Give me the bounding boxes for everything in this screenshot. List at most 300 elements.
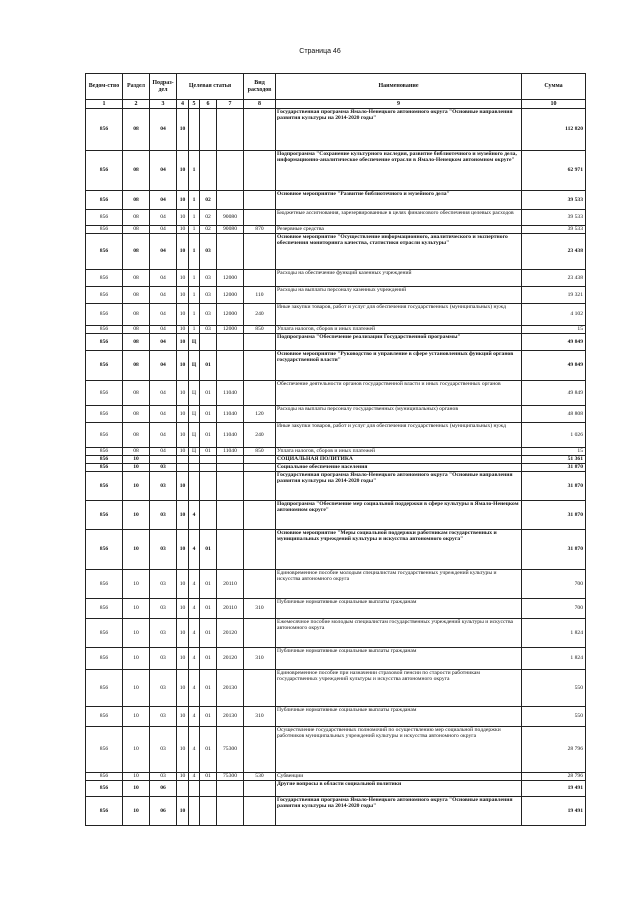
name-cell: Государственная программа Ямало-Ненецкого автономного округа "Основные направления развития культуры на 2014-2020 годы" bbox=[276, 472, 522, 501]
podrazdel-cell: 04 bbox=[150, 287, 177, 304]
table-row bbox=[86, 781, 586, 797]
table-row bbox=[86, 381, 586, 406]
podrazdel-cell: 03 bbox=[150, 727, 177, 773]
razdel-cell: 10 bbox=[123, 530, 150, 570]
razdel-cell: 10 bbox=[123, 727, 150, 773]
vedomstvo-cell: 856 bbox=[86, 351, 123, 381]
vid-cell bbox=[244, 501, 276, 530]
razdel-cell: 10 bbox=[123, 599, 150, 619]
activity-cell bbox=[200, 334, 217, 351]
vid-cell: 530 bbox=[244, 773, 276, 781]
name-cell: Государственная программа Ямало-Ненецкого автономного округа "Основные направления развития культуры на 2014-2020 годы" bbox=[276, 109, 522, 151]
vedomstvo-cell: 856 bbox=[86, 326, 123, 334]
vedomstvo-cell: 856 bbox=[86, 707, 123, 727]
table-row bbox=[86, 448, 586, 456]
vid-cell: 310 bbox=[244, 599, 276, 619]
activity-cell bbox=[200, 456, 217, 464]
table-row bbox=[86, 464, 586, 472]
direction-cell: 12000 bbox=[217, 326, 244, 334]
sum-cell: 39 533 bbox=[522, 226, 586, 234]
direction-cell: 11040 bbox=[217, 406, 244, 423]
column-number: 7 bbox=[217, 100, 244, 109]
subprogram-cell: 1 bbox=[189, 326, 200, 334]
sum-cell: 49 849 bbox=[522, 381, 586, 406]
sum-cell: 19 491 bbox=[522, 797, 586, 826]
header-naimenovanie: Наименование bbox=[276, 74, 522, 100]
direction-cell bbox=[217, 501, 244, 530]
name-cell: Основное мероприятие "Осуществление информационного, аналитического и экспертного обеспечения мониторинга качества, статистики отрасли культуры" bbox=[276, 234, 522, 270]
activity-cell: 01 bbox=[200, 670, 217, 707]
name-cell: Социальное обеспечение населения bbox=[276, 464, 522, 472]
activity-cell: 02 bbox=[200, 210, 217, 226]
header-vedomstvo: Ведом-ство bbox=[86, 74, 123, 100]
razdel-cell: 08 bbox=[123, 109, 150, 151]
vedomstvo-cell: 856 bbox=[86, 234, 123, 270]
subprogram-cell: 1 bbox=[189, 287, 200, 304]
direction-cell: 90080 bbox=[217, 210, 244, 226]
name-cell: Расходы на выплаты персоналу государственных (муниципальных) органов bbox=[276, 406, 522, 423]
sum-cell: 19 491 bbox=[522, 781, 586, 797]
podrazdel-cell: 03 bbox=[150, 570, 177, 599]
table-row bbox=[86, 472, 586, 501]
name-cell: Единовременное пособие молодым специалистам государственных учреждений культуры и искусства автономного округа bbox=[276, 570, 522, 599]
program-cell: 10 bbox=[177, 151, 189, 191]
vedomstvo-cell: 856 bbox=[86, 619, 123, 648]
razdel-cell: 08 bbox=[123, 210, 150, 226]
razdel-cell: 10 bbox=[123, 472, 150, 501]
podrazdel-cell: 04 bbox=[150, 270, 177, 287]
program-cell: 10 bbox=[177, 191, 189, 210]
program-cell bbox=[177, 781, 189, 797]
program-cell: 10 bbox=[177, 619, 189, 648]
direction-cell: 75300 bbox=[217, 773, 244, 781]
sum-cell: 550 bbox=[522, 707, 586, 727]
subprogram-cell: 1 bbox=[189, 270, 200, 287]
column-number: 4 bbox=[177, 100, 189, 109]
name-cell: Бюджетные ассигнования, зарезервированные в целях финансового обеспечения целевых расходов bbox=[276, 210, 522, 226]
table-row bbox=[86, 707, 586, 727]
podrazdel-cell: 03 bbox=[150, 464, 177, 472]
vedomstvo-cell: 856 bbox=[86, 456, 123, 464]
razdel-cell: 10 bbox=[123, 501, 150, 530]
activity-cell bbox=[200, 464, 217, 472]
table-row bbox=[86, 648, 586, 670]
name-cell: Основное мероприятие "Руководство и управление в сфере установленных функций органов государственной власти" bbox=[276, 351, 522, 381]
podrazdel-cell: 04 bbox=[150, 210, 177, 226]
vedomstvo-cell: 856 bbox=[86, 287, 123, 304]
vid-cell: 110 bbox=[244, 287, 276, 304]
table-row bbox=[86, 191, 586, 210]
name-cell: Единовременное пособие при назначении страховой пенсии по старости работникам государственных учреждений культуры и искусства автономного округа bbox=[276, 670, 522, 707]
vedomstvo-cell: 856 bbox=[86, 773, 123, 781]
sum-cell: 1 824 bbox=[522, 648, 586, 670]
header-razdel: Раздел bbox=[123, 74, 150, 100]
razdel-cell: 08 bbox=[123, 287, 150, 304]
program-cell: 10 bbox=[177, 599, 189, 619]
direction-cell bbox=[217, 464, 244, 472]
name-cell: Основное мероприятие "Развитие библиотечного и музейного дела" bbox=[276, 191, 522, 210]
sum-cell: 28 796 bbox=[522, 727, 586, 773]
vedomstvo-cell: 856 bbox=[86, 304, 123, 326]
activity-cell: 01 bbox=[200, 599, 217, 619]
direction-cell: 12000 bbox=[217, 270, 244, 287]
podrazdel-cell: 04 bbox=[150, 351, 177, 381]
podrazdel-cell: 03 bbox=[150, 648, 177, 670]
direction-cell bbox=[217, 351, 244, 381]
vid-cell: 310 bbox=[244, 648, 276, 670]
subprogram-cell: 1 bbox=[189, 151, 200, 191]
name-cell: Подпрограмма "Обеспечение мер социальной поддержки в сфере культуры в Ямало-Ненецком автономном округе" bbox=[276, 501, 522, 530]
direction-cell bbox=[217, 797, 244, 826]
name-cell: Резервные средства bbox=[276, 226, 522, 234]
name-cell: Расходы на обеспечение функций казенных учреждений bbox=[276, 270, 522, 287]
vid-cell bbox=[244, 381, 276, 406]
vid-cell: 240 bbox=[244, 423, 276, 448]
subprogram-cell: 1 bbox=[189, 191, 200, 210]
subprogram-cell bbox=[189, 109, 200, 151]
sum-cell: 15 bbox=[522, 326, 586, 334]
direction-cell bbox=[217, 191, 244, 210]
activity-cell: 01 bbox=[200, 448, 217, 456]
name-cell: Обеспечение деятельности органов государственной власти и иных государственных органов bbox=[276, 381, 522, 406]
sum-cell: 23 438 bbox=[522, 270, 586, 287]
activity-cell bbox=[200, 151, 217, 191]
program-cell bbox=[177, 464, 189, 472]
table-row bbox=[86, 599, 586, 619]
vid-cell bbox=[244, 151, 276, 191]
table-row bbox=[86, 334, 586, 351]
name-cell: Государственная программа Ямало-Ненецкого автономного округа "Основные направления развития культуры на 2014-2020 годы" bbox=[276, 797, 522, 826]
sum-cell: 19 321 bbox=[522, 287, 586, 304]
column-number: 1 bbox=[86, 100, 123, 109]
razdel-cell: 08 bbox=[123, 334, 150, 351]
table-row bbox=[86, 226, 586, 234]
column-number: 10 bbox=[522, 100, 586, 109]
direction-cell: 20120 bbox=[217, 619, 244, 648]
vid-cell bbox=[244, 270, 276, 287]
podrazdel-cell: 03 bbox=[150, 501, 177, 530]
table-row bbox=[86, 570, 586, 599]
table-row bbox=[86, 210, 586, 226]
vid-cell bbox=[244, 351, 276, 381]
razdel-cell: 10 bbox=[123, 464, 150, 472]
sum-cell: 39 533 bbox=[522, 210, 586, 226]
subprogram-cell: Ц bbox=[189, 381, 200, 406]
subprogram-cell bbox=[189, 464, 200, 472]
podrazdel-cell: 04 bbox=[150, 334, 177, 351]
vid-cell bbox=[244, 570, 276, 599]
vedomstvo-cell: 856 bbox=[86, 599, 123, 619]
program-cell: 10 bbox=[177, 707, 189, 727]
name-cell: Подпрограмма "Сохранение культурного наследия, развитие библиотечного и музейного дела, информационно-аналитическое обеспечение отрасли в Ямало-Ненецком автономном округе" bbox=[276, 151, 522, 191]
vedomstvo-cell: 856 bbox=[86, 727, 123, 773]
direction-cell bbox=[217, 781, 244, 797]
vedomstvo-cell: 856 bbox=[86, 270, 123, 287]
subprogram-cell: 4 bbox=[189, 570, 200, 599]
sum-cell: 28 796 bbox=[522, 773, 586, 781]
table-row bbox=[86, 326, 586, 334]
podrazdel-cell: 04 bbox=[150, 381, 177, 406]
activity-cell: 01 bbox=[200, 530, 217, 570]
razdel-cell: 10 bbox=[123, 570, 150, 599]
vid-cell bbox=[244, 234, 276, 270]
sum-cell: 1 026 bbox=[522, 423, 586, 448]
activity-cell: 01 bbox=[200, 773, 217, 781]
column-number: 2 bbox=[123, 100, 150, 109]
vedomstvo-cell: 856 bbox=[86, 406, 123, 423]
podrazdel-cell: 04 bbox=[150, 326, 177, 334]
name-cell: Публичные нормативные социальные выплаты гражданам bbox=[276, 648, 522, 670]
direction-cell: 20110 bbox=[217, 599, 244, 619]
program-cell: 10 bbox=[177, 270, 189, 287]
column-number: 5 bbox=[189, 100, 200, 109]
activity-cell: 03 bbox=[200, 326, 217, 334]
subprogram-cell: 4 bbox=[189, 530, 200, 570]
table-row bbox=[86, 773, 586, 781]
razdel-cell: 10 bbox=[123, 456, 150, 464]
podrazdel-cell: 03 bbox=[150, 707, 177, 727]
vedomstvo-cell: 856 bbox=[86, 423, 123, 448]
program-cell: 10 bbox=[177, 334, 189, 351]
subprogram-cell: 4 bbox=[189, 501, 200, 530]
subprogram-cell bbox=[189, 781, 200, 797]
activity-cell bbox=[200, 797, 217, 826]
table-row bbox=[86, 270, 586, 287]
activity-cell: 01 bbox=[200, 406, 217, 423]
column-number: 8 bbox=[244, 100, 276, 109]
vedomstvo-cell: 856 bbox=[86, 648, 123, 670]
program-cell: 10 bbox=[177, 423, 189, 448]
direction-cell: 11040 bbox=[217, 448, 244, 456]
table-row bbox=[86, 670, 586, 707]
podrazdel-cell: 03 bbox=[150, 619, 177, 648]
activity-cell: 01 bbox=[200, 570, 217, 599]
vid-cell bbox=[244, 456, 276, 464]
vedomstvo-cell: 856 bbox=[86, 210, 123, 226]
budget-table bbox=[85, 73, 586, 826]
sum-cell: 49 849 bbox=[522, 334, 586, 351]
vid-cell: 850 bbox=[244, 326, 276, 334]
razdel-cell: 08 bbox=[123, 226, 150, 234]
program-cell: 10 bbox=[177, 351, 189, 381]
sum-cell: 31 870 bbox=[522, 530, 586, 570]
sum-cell: 1 824 bbox=[522, 619, 586, 648]
direction-cell bbox=[217, 151, 244, 191]
vedomstvo-cell: 856 bbox=[86, 781, 123, 797]
program-cell: 10 bbox=[177, 670, 189, 707]
activity-cell: 03 bbox=[200, 304, 217, 326]
direction-cell bbox=[217, 530, 244, 570]
podrazdel-cell: 03 bbox=[150, 773, 177, 781]
vid-cell: 310 bbox=[244, 707, 276, 727]
vedomstvo-cell: 856 bbox=[86, 530, 123, 570]
subprogram-cell: 1 bbox=[189, 304, 200, 326]
subprogram-cell: 1 bbox=[189, 234, 200, 270]
activity-cell bbox=[200, 472, 217, 501]
sum-cell: 39 533 bbox=[522, 191, 586, 210]
vid-cell bbox=[244, 727, 276, 773]
vedomstvo-cell: 856 bbox=[86, 472, 123, 501]
razdel-cell: 10 bbox=[123, 781, 150, 797]
podrazdel-cell bbox=[150, 456, 177, 464]
vid-cell bbox=[244, 109, 276, 151]
program-cell: 10 bbox=[177, 797, 189, 826]
vedomstvo-cell: 856 bbox=[86, 226, 123, 234]
name-cell: Уплата налогов, сборов и иных платежей bbox=[276, 448, 522, 456]
razdel-cell: 10 bbox=[123, 707, 150, 727]
table-body bbox=[86, 109, 586, 826]
activity-cell bbox=[200, 109, 217, 151]
page-number: Страница 46 bbox=[299, 48, 341, 55]
razdel-cell: 08 bbox=[123, 351, 150, 381]
subprogram-cell: 4 bbox=[189, 619, 200, 648]
activity-cell: 03 bbox=[200, 234, 217, 270]
activity-cell: 01 bbox=[200, 423, 217, 448]
name-cell: Иные закупки товаров, работ и услуг для обеспечения государственных (муниципальных) нужд bbox=[276, 423, 522, 448]
subprogram-cell: Ц bbox=[189, 334, 200, 351]
sum-cell: 31 870 bbox=[522, 501, 586, 530]
vid-cell bbox=[244, 619, 276, 648]
program-cell: 10 bbox=[177, 448, 189, 456]
table-row bbox=[86, 501, 586, 530]
subprogram-cell: Ц bbox=[189, 406, 200, 423]
razdel-cell: 08 bbox=[123, 448, 150, 456]
activity-cell: 01 bbox=[200, 648, 217, 670]
table-row bbox=[86, 151, 586, 191]
table-row bbox=[86, 287, 586, 304]
razdel-cell: 10 bbox=[123, 797, 150, 826]
podrazdel-cell: 04 bbox=[150, 406, 177, 423]
podrazdel-cell: 04 bbox=[150, 448, 177, 456]
razdel-cell: 08 bbox=[123, 270, 150, 287]
podrazdel-cell: 04 bbox=[150, 191, 177, 210]
program-cell: 10 bbox=[177, 773, 189, 781]
podrazdel-cell: 04 bbox=[150, 304, 177, 326]
name-cell: Ежемесячное пособие молодым специалистам государственных учреждений культуры и искусства автономного округа bbox=[276, 619, 522, 648]
name-cell: Иные закупки товаров, работ и услуг для обеспечения государственных (муниципальных) нужд bbox=[276, 304, 522, 326]
program-cell: 10 bbox=[177, 381, 189, 406]
column-number: 9 bbox=[276, 100, 522, 109]
vid-cell: 850 bbox=[244, 448, 276, 456]
direction-cell: 20130 bbox=[217, 670, 244, 707]
table-row bbox=[86, 406, 586, 423]
direction-cell bbox=[217, 472, 244, 501]
vid-cell bbox=[244, 191, 276, 210]
vedomstvo-cell: 856 bbox=[86, 448, 123, 456]
table-row bbox=[86, 351, 586, 381]
name-cell: Публичные нормативные социальные выплаты гражданам bbox=[276, 707, 522, 727]
podrazdel-cell: 04 bbox=[150, 109, 177, 151]
subprogram-cell: 4 bbox=[189, 670, 200, 707]
program-cell: 10 bbox=[177, 530, 189, 570]
vid-cell bbox=[244, 210, 276, 226]
razdel-cell: 08 bbox=[123, 304, 150, 326]
name-cell: Субвенции bbox=[276, 773, 522, 781]
sum-cell: 31 870 bbox=[522, 464, 586, 472]
program-cell: 10 bbox=[177, 570, 189, 599]
name-cell: Основное мероприятие "Меры социальной поддержки работникам государственных и муниципальных учреждений культуры и искусства автономного округа" bbox=[276, 530, 522, 570]
header-podrazdel: Подраз-дел bbox=[150, 74, 177, 100]
header-vid-raskhodov: Вид расходов bbox=[244, 74, 276, 100]
program-cell: 10 bbox=[177, 210, 189, 226]
direction-cell: 20130 bbox=[217, 707, 244, 727]
activity-cell: 01 bbox=[200, 707, 217, 727]
table-row bbox=[86, 530, 586, 570]
vedomstvo-cell: 856 bbox=[86, 501, 123, 530]
activity-cell bbox=[200, 501, 217, 530]
program-cell: 10 bbox=[177, 648, 189, 670]
table-row bbox=[86, 234, 586, 270]
table-row bbox=[86, 109, 586, 151]
razdel-cell: 08 bbox=[123, 406, 150, 423]
podrazdel-cell: 04 bbox=[150, 226, 177, 234]
subprogram-cell: 4 bbox=[189, 648, 200, 670]
razdel-cell: 10 bbox=[123, 773, 150, 781]
program-cell: 10 bbox=[177, 406, 189, 423]
vid-cell bbox=[244, 334, 276, 351]
vid-cell bbox=[244, 472, 276, 501]
name-cell: Уплата налогов, сборов и иных платежей bbox=[276, 326, 522, 334]
sum-cell: 31 870 bbox=[522, 472, 586, 501]
podrazdel-cell: 06 bbox=[150, 781, 177, 797]
program-cell: 10 bbox=[177, 287, 189, 304]
sum-cell: 15 bbox=[522, 448, 586, 456]
direction-cell: 90080 bbox=[217, 226, 244, 234]
subprogram-cell: Ц bbox=[189, 448, 200, 456]
razdel-cell: 08 bbox=[123, 234, 150, 270]
sum-cell: 700 bbox=[522, 570, 586, 599]
vid-cell bbox=[244, 670, 276, 707]
razdel-cell: 08 bbox=[123, 191, 150, 210]
sum-cell: 51 361 bbox=[522, 456, 586, 464]
subprogram-cell: 4 bbox=[189, 599, 200, 619]
vid-cell: 120 bbox=[244, 406, 276, 423]
direction-cell: 11040 bbox=[217, 423, 244, 448]
podrazdel-cell: 04 bbox=[150, 234, 177, 270]
podrazdel-cell: 04 bbox=[150, 423, 177, 448]
activity-cell: 01 bbox=[200, 727, 217, 773]
vedomstvo-cell: 856 bbox=[86, 334, 123, 351]
direction-cell: 11040 bbox=[217, 381, 244, 406]
razdel-cell: 08 bbox=[123, 381, 150, 406]
subprogram-cell bbox=[189, 797, 200, 826]
table-row bbox=[86, 456, 586, 464]
sum-cell: 112 820 bbox=[522, 109, 586, 151]
vid-cell bbox=[244, 530, 276, 570]
program-cell: 10 bbox=[177, 727, 189, 773]
activity-cell: 01 bbox=[200, 381, 217, 406]
sum-cell: 23 438 bbox=[522, 234, 586, 270]
sum-cell: 49 849 bbox=[522, 351, 586, 381]
vedomstvo-cell: 856 bbox=[86, 464, 123, 472]
podrazdel-cell: 06 bbox=[150, 797, 177, 826]
table-row bbox=[86, 304, 586, 326]
vid-cell: 870 bbox=[244, 226, 276, 234]
direction-cell: 75300 bbox=[217, 727, 244, 773]
program-cell: 10 bbox=[177, 226, 189, 234]
direction-cell bbox=[217, 334, 244, 351]
razdel-cell: 10 bbox=[123, 648, 150, 670]
podrazdel-cell: 03 bbox=[150, 599, 177, 619]
activity-cell: 03 bbox=[200, 270, 217, 287]
table-row bbox=[86, 619, 586, 648]
podrazdel-cell: 03 bbox=[150, 472, 177, 501]
sum-cell: 62 971 bbox=[522, 151, 586, 191]
subprogram-cell: 4 bbox=[189, 773, 200, 781]
vid-cell bbox=[244, 464, 276, 472]
header-summa: Сумма bbox=[522, 74, 586, 100]
program-cell: 10 bbox=[177, 234, 189, 270]
